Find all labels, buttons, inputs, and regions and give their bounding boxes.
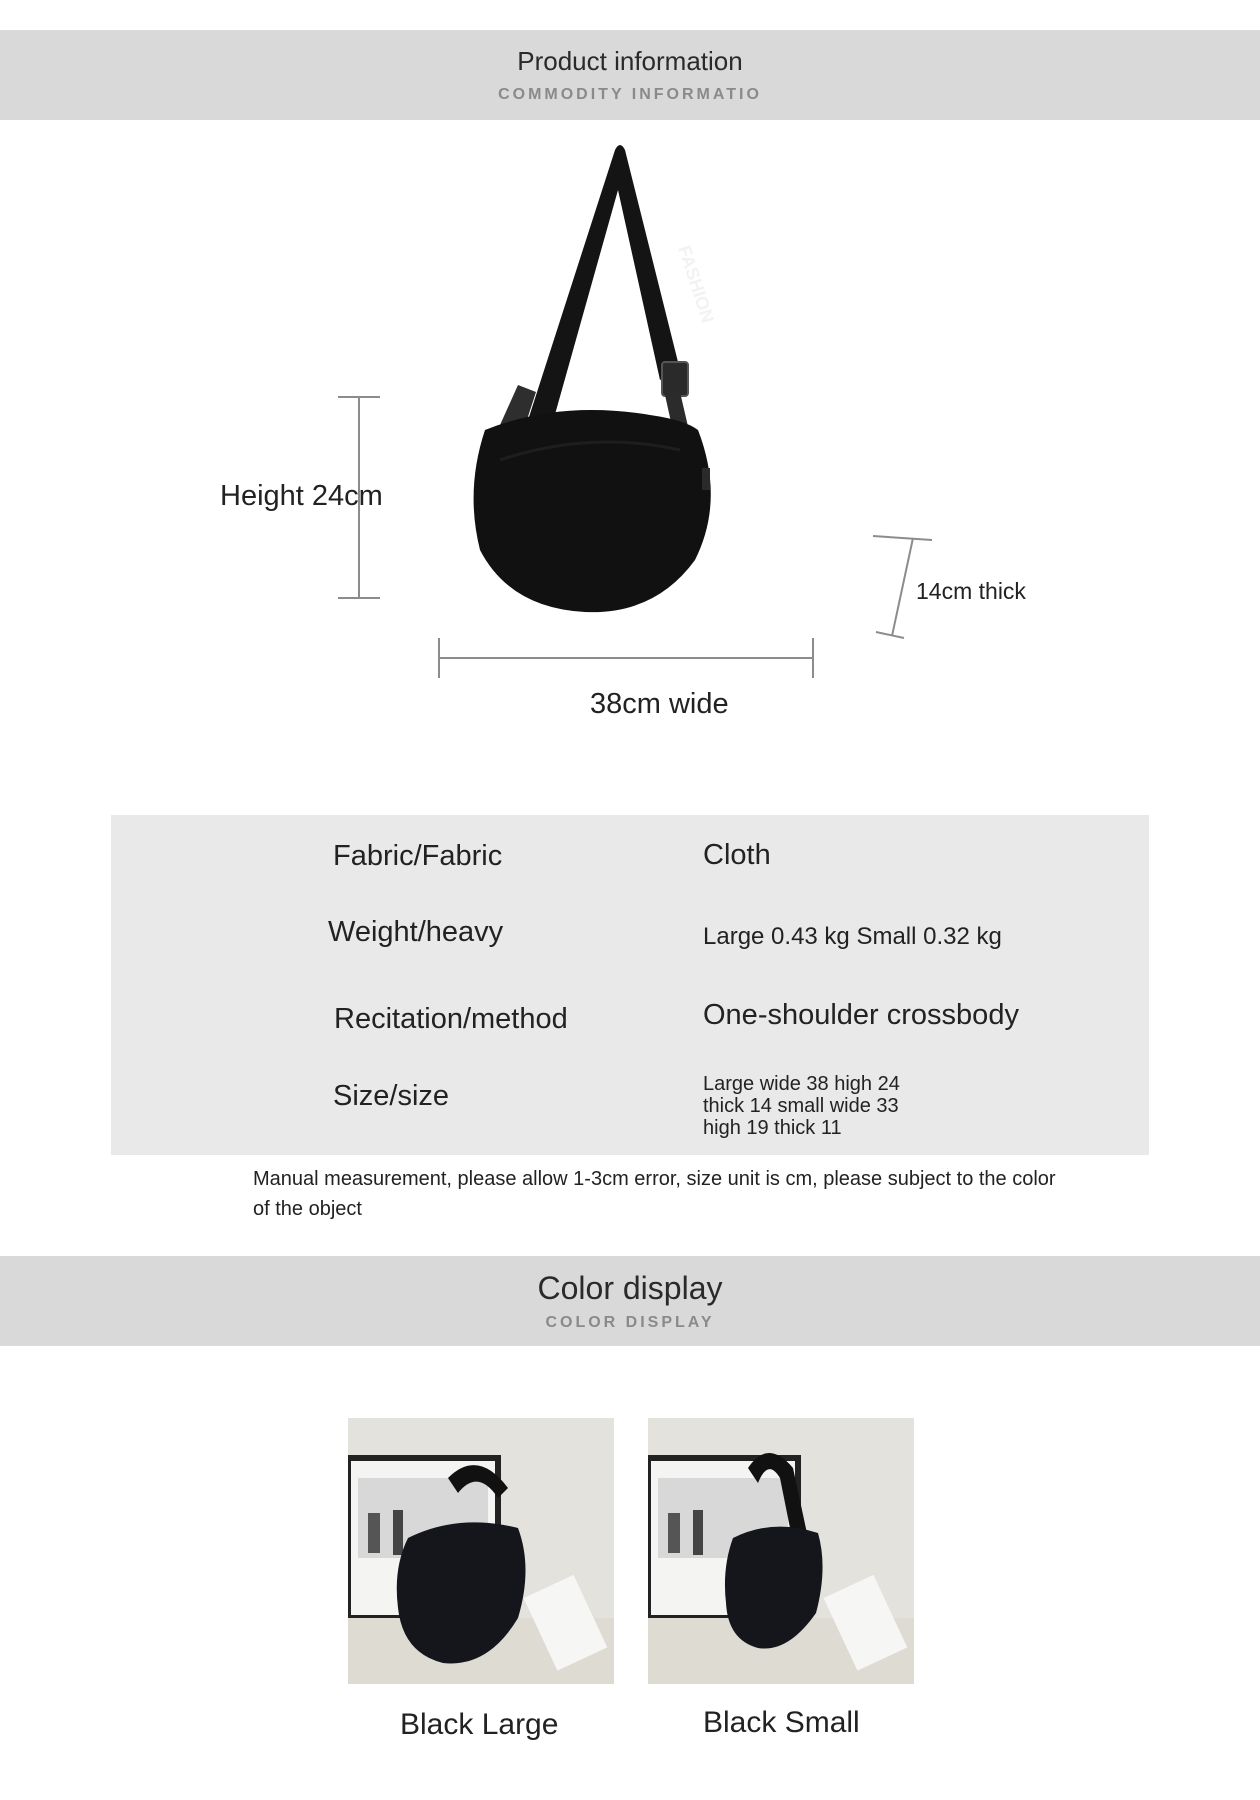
spec-key-weight: Weight/heavy xyxy=(328,916,504,948)
spec-value-method: One-shoulder crossbody xyxy=(703,999,1019,1031)
photo-black-small-image xyxy=(648,1418,914,1684)
spec-value-weight: Large 0.43 kg Small 0.32 kg xyxy=(703,923,1002,950)
spec-value-size-line: high 19 thick 11 xyxy=(703,1117,842,1139)
spec-value-size xyxy=(703,1073,900,1139)
color-photo-black-small[interactable] xyxy=(648,1418,914,1684)
spec-key-method: Recitation/method xyxy=(334,1003,568,1035)
strap-text xyxy=(674,243,718,325)
measurement-note: Manual measurement, please allow 1-3cm error, size unit is cm, please subject to the color of the object xyxy=(253,1168,1056,1220)
spec-key-fabric: Fabric/Fabric xyxy=(333,840,503,872)
product-info-title: Product information xyxy=(517,46,743,76)
caption-black-small: Black Small xyxy=(703,1706,860,1739)
width-label: 38cm wide xyxy=(590,688,729,720)
spec-key-size: Size/size xyxy=(333,1080,450,1112)
spec-value-size-line: Large wide 38 high 24 xyxy=(703,1073,900,1095)
product-info-band xyxy=(0,30,1260,120)
spec-panel xyxy=(111,815,1149,1155)
caption-black-large: Black Large xyxy=(400,1708,559,1741)
color-photo-black-large[interactable] xyxy=(348,1418,614,1684)
photo-black-large-image xyxy=(348,1418,614,1684)
product-info-subtitle: COMMODITY INFORMATIO xyxy=(498,86,762,103)
thickness-label: 14cm thick xyxy=(916,578,1026,604)
strap-text-label: FASHION xyxy=(674,243,718,326)
color-display-band xyxy=(0,1256,1260,1346)
color-display-subtitle: COLOR DISPLAY xyxy=(545,1314,715,1331)
height-label: Height 24cm xyxy=(220,480,383,512)
color-display-title: Color display xyxy=(537,1270,723,1306)
spec-value-fabric: Cloth xyxy=(703,839,771,871)
dimension-lines xyxy=(0,380,1260,700)
spec-value-size-line: thick 14 small wide 33 xyxy=(703,1095,899,1117)
width-dimension-line xyxy=(439,638,813,678)
